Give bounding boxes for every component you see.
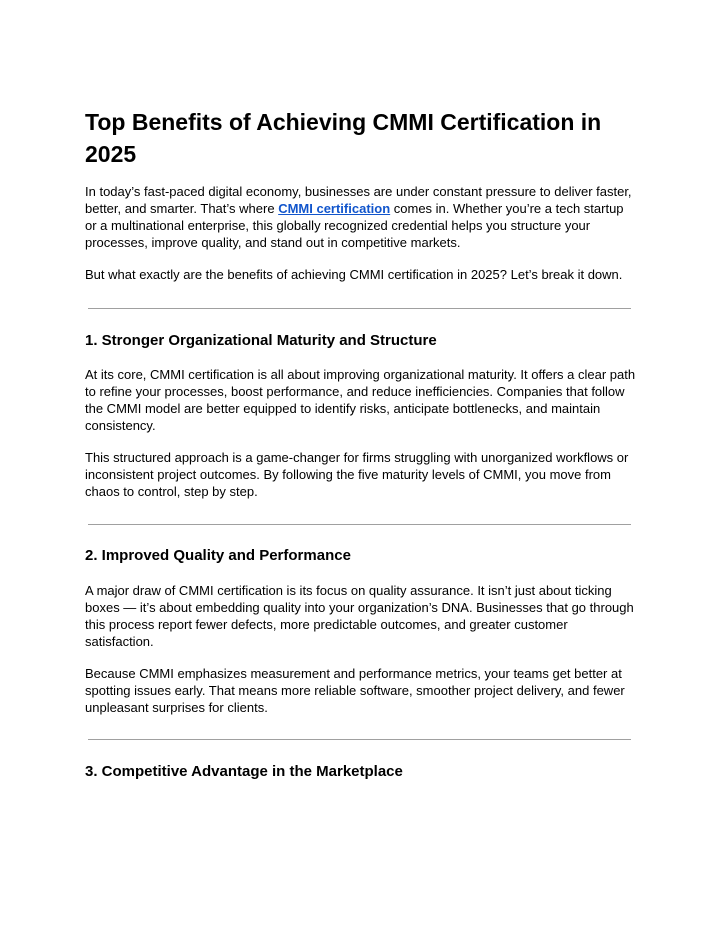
section-divider bbox=[88, 739, 631, 740]
intro-question-paragraph: But what exactly are the benefits of achieving CMMI certification in 2025? Let’s break it down. bbox=[85, 267, 623, 282]
section-1-paragraph-1: At its core, CMMI certification is all about improving organizational maturity. It offers a clear path to refine your processes, boost performance, and reduce inefficiencies. Companies that follow the CMMI model are better equipped to identify risks, anticipate bottlenecks, and maintain consistency. bbox=[85, 367, 636, 433]
section-divider bbox=[88, 308, 631, 309]
section-2-paragraph-1: A major draw of CMMI certification is its focus on quality assurance. It isn’t just about ticking boxes — it’s about embedding quality into your organization’s DNA. Businesses that go through this process report fewer defects, more predictable outcomes, and greater customer satisfaction. bbox=[85, 583, 634, 649]
cmmi-certification-link[interactable]: CMMI certification bbox=[278, 201, 391, 216]
intro-text-after-link: comes in. Whether you’re a tech startup or a multinational enterprise, this globally recognized credential helps you structure your processes, improve quality, and stand out in competitive markets. bbox=[85, 201, 624, 250]
document-title: Top Benefits of Achieving CMMI Certification in 2025 bbox=[85, 109, 602, 167]
intro-paragraph bbox=[85, 183, 637, 251]
section-1-heading: 1. Stronger Organizational Maturity and Structure bbox=[85, 332, 437, 349]
section-1-paragraph-2: This structured approach is a game-changer for firms struggling with unorganized workflows or inconsistent project outcomes. By following the five maturity levels of CMMI, you move from chaos to control, step by step. bbox=[85, 450, 629, 499]
intro-text-before-link: In today’s fast-paced digital economy, businesses are under constant pressure to deliver faster, better, and smarter. That’s where bbox=[85, 184, 632, 216]
section-2-paragraph-2: Because CMMI emphasizes measurement and performance metrics, your teams get better at spotting issues early. That means more reliable software, smoother project delivery, and fewer unpleasant surprises for clients. bbox=[85, 666, 625, 715]
section-3-heading: 3. Competitive Advantage in the Marketplace bbox=[85, 763, 403, 780]
section-2-heading: 2. Improved Quality and Performance bbox=[85, 547, 351, 564]
section-divider bbox=[88, 524, 631, 525]
